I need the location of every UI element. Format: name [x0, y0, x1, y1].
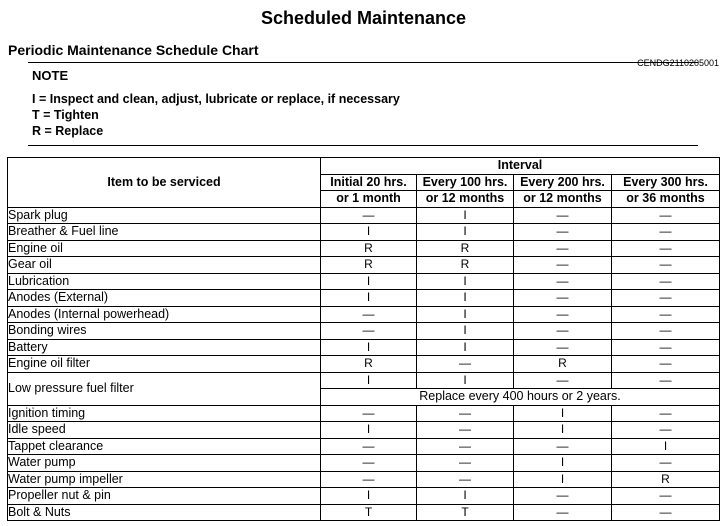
interval-header: Interval [321, 158, 720, 175]
interval-cell: — [612, 257, 720, 274]
item-name: Engine oil [8, 240, 321, 257]
item-name: Anodes (Internal powerhead) [8, 306, 321, 323]
page-title: Scheduled Maintenance [260, 8, 467, 28]
interval-cell: I [514, 405, 612, 422]
table-row [8, 323, 720, 340]
table-row [8, 356, 720, 373]
interval-cell: I [417, 306, 514, 323]
interval-cell: — [514, 438, 612, 455]
interval-cell: — [321, 306, 417, 323]
interval-cell: I [321, 224, 417, 241]
column-header-100: Every 100 hrs. [417, 174, 514, 191]
item-name: Water pump impeller [8, 471, 321, 488]
table-row [8, 471, 720, 488]
note-line-tighten: T = Tighten [32, 108, 99, 122]
table-row [8, 240, 720, 257]
table-row [8, 257, 720, 274]
interval-cell: — [612, 488, 720, 505]
interval-cell: — [514, 306, 612, 323]
column-subheader-initial: or 1 month [321, 191, 417, 208]
interval-cell: I [417, 323, 514, 340]
item-name: Ignition timing [8, 405, 321, 422]
item-column-header: Item to be serviced [8, 158, 321, 208]
table-row [8, 224, 720, 241]
interval-cell: — [612, 240, 720, 257]
interval-cell: — [514, 488, 612, 505]
table-row [8, 339, 720, 356]
interval-cell: I [514, 471, 612, 488]
item-name: Anodes (External) [8, 290, 321, 307]
interval-cell: — [514, 290, 612, 307]
table-row [8, 207, 720, 224]
document-code: CENDG2110205001 [637, 58, 719, 68]
item-name: Battery [8, 339, 321, 356]
item-name: Propeller nut & pin [8, 488, 321, 505]
column-subheader-200: or 12 months [514, 191, 612, 208]
interval-cell: I [417, 273, 514, 290]
interval-cell: — [514, 273, 612, 290]
note-heading: NOTE [32, 68, 69, 83]
interval-cell: I [321, 422, 417, 439]
interval-cell: R [612, 471, 720, 488]
interval-cell: — [417, 422, 514, 439]
interval-cell: — [514, 323, 612, 340]
fuel-filter-replace-note: Replace every 400 hours or 2 years. [321, 389, 720, 406]
interval-cell: — [612, 372, 720, 389]
column-subheader-300: or 36 months [612, 191, 720, 208]
interval-cell: — [514, 504, 612, 521]
interval-cell: — [321, 323, 417, 340]
interval-cell: — [514, 207, 612, 224]
item-name: Breather & Fuel line [8, 224, 321, 241]
interval-cell: I [321, 372, 417, 389]
interval-cell: — [612, 339, 720, 356]
interval-cell: — [612, 422, 720, 439]
interval-cell: R [321, 356, 417, 373]
table-row [8, 504, 720, 521]
table-row [8, 422, 720, 439]
interval-cell: — [612, 356, 720, 373]
interval-cell: — [612, 323, 720, 340]
interval-cell: I [417, 290, 514, 307]
item-name: Gear oil [8, 257, 321, 274]
interval-cell: — [321, 438, 417, 455]
interval-cell: — [321, 207, 417, 224]
interval-cell: — [417, 356, 514, 373]
table-row [8, 372, 720, 389]
interval-cell: I [514, 455, 612, 472]
interval-cell: — [514, 240, 612, 257]
interval-cell: R [417, 240, 514, 257]
item-name: Low pressure fuel filter [8, 372, 321, 405]
interval-cell: — [612, 306, 720, 323]
interval-cell: — [321, 471, 417, 488]
interval-cell: R [514, 356, 612, 373]
item-name: Spark plug [8, 207, 321, 224]
interval-cell: I [514, 422, 612, 439]
column-header-300: Every 300 hrs. [612, 174, 720, 191]
interval-cell: — [514, 372, 612, 389]
table-row [8, 273, 720, 290]
note-line-inspect: I = Inspect and clean, adjust, lubricate or replace, if necessary [32, 92, 400, 106]
interval-cell: — [514, 224, 612, 241]
column-header-200: Every 200 hrs. [514, 174, 612, 191]
interval-cell: — [321, 455, 417, 472]
item-name: Water pump [8, 455, 321, 472]
interval-cell: I [321, 339, 417, 356]
interval-cell: R [321, 257, 417, 274]
item-name: Engine oil filter [8, 356, 321, 373]
interval-cell: T [321, 504, 417, 521]
interval-cell: — [612, 405, 720, 422]
interval-cell: — [514, 339, 612, 356]
item-name: Bolt & Nuts [8, 504, 321, 521]
interval-cell: I [417, 207, 514, 224]
table-row [8, 438, 720, 455]
interval-cell: I [321, 290, 417, 307]
interval-cell: — [612, 207, 720, 224]
interval-cell: — [514, 257, 612, 274]
interval-cell: — [612, 455, 720, 472]
interval-cell: — [612, 504, 720, 521]
item-name: Tappet clearance [8, 438, 321, 455]
interval-cell: I [417, 372, 514, 389]
interval-cell: I [417, 339, 514, 356]
interval-cell: — [417, 455, 514, 472]
interval-cell: — [417, 471, 514, 488]
interval-cell: I [321, 273, 417, 290]
table-row [8, 306, 720, 323]
interval-cell: — [612, 290, 720, 307]
table-row [8, 488, 720, 505]
item-name: Lubrication [8, 273, 321, 290]
interval-cell: — [417, 405, 514, 422]
column-subheader-100: or 12 months [417, 191, 514, 208]
interval-cell: R [321, 240, 417, 257]
table-row [8, 455, 720, 472]
interval-cell: R [417, 257, 514, 274]
maintenance-table [7, 157, 720, 521]
column-header-initial: Initial 20 hrs. [321, 174, 417, 191]
chart-subtitle: Periodic Maintenance Schedule Chart [8, 42, 259, 58]
interval-cell: I [321, 488, 417, 505]
table-row [8, 405, 720, 422]
note-box [28, 62, 698, 146]
interval-cell: I [417, 488, 514, 505]
interval-cell: — [612, 273, 720, 290]
table-row [8, 290, 720, 307]
interval-cell: T [417, 504, 514, 521]
item-name: Idle speed [8, 422, 321, 439]
interval-cell: — [612, 224, 720, 241]
note-line-replace: R = Replace [32, 124, 104, 138]
interval-cell: — [321, 405, 417, 422]
item-name: Bonding wires [8, 323, 321, 340]
interval-cell: — [417, 438, 514, 455]
interval-cell: I [612, 438, 720, 455]
interval-cell: I [417, 224, 514, 241]
